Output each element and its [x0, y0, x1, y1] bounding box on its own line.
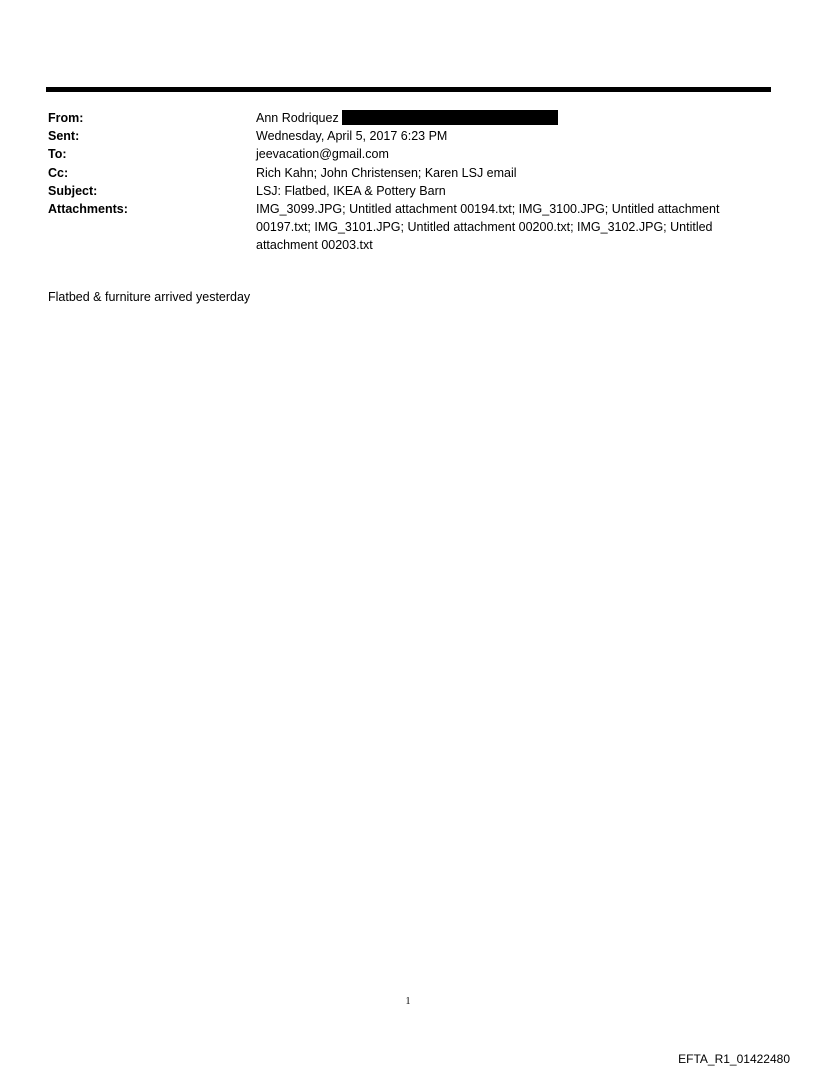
email-body: Flatbed & furniture arrived yesterday	[48, 290, 251, 304]
page-number: 1	[405, 996, 411, 1007]
from-label: From:	[48, 111, 84, 125]
to-value: jeevacation@gmail.com	[256, 147, 389, 162]
cc-row	[48, 164, 768, 182]
to-label: To:	[48, 147, 67, 162]
sent-row	[48, 127, 768, 145]
to-row	[48, 145, 768, 163]
redaction-box	[342, 110, 558, 125]
from-row	[48, 109, 768, 127]
cc-label: Cc:	[48, 165, 69, 180]
attachments-label: Attachments:	[48, 202, 128, 217]
document-id: EFTA_R1_01422480	[678, 1052, 790, 1066]
cc-value: Rich Kahn; John Christensen; Karen LSJ email	[256, 165, 517, 180]
sent-label: Sent:	[48, 129, 80, 144]
attachments-value: IMG_3099.JPG; Untitled attachment 00194.txt; IMG_3100.JPG; Untitled attachment 00197.txt; IMG_3101.JPG; Untitled attachment 00200.txt; IMG_3102.JPG; Untitled attachment 00203.txt	[256, 202, 720, 253]
from-value-wrap	[256, 109, 756, 127]
subject-row	[48, 182, 768, 200]
from-value: Ann Rodriquez	[256, 111, 339, 125]
sent-value: Wednesday, April 5, 2017 6:23 PM	[256, 129, 448, 144]
subject-value: LSJ: Flatbed, IKEA & Pottery Barn	[256, 183, 446, 198]
header-divider	[46, 87, 771, 92]
subject-label: Subject:	[48, 183, 98, 198]
email-header	[48, 109, 768, 255]
attachments-row	[48, 200, 768, 255]
